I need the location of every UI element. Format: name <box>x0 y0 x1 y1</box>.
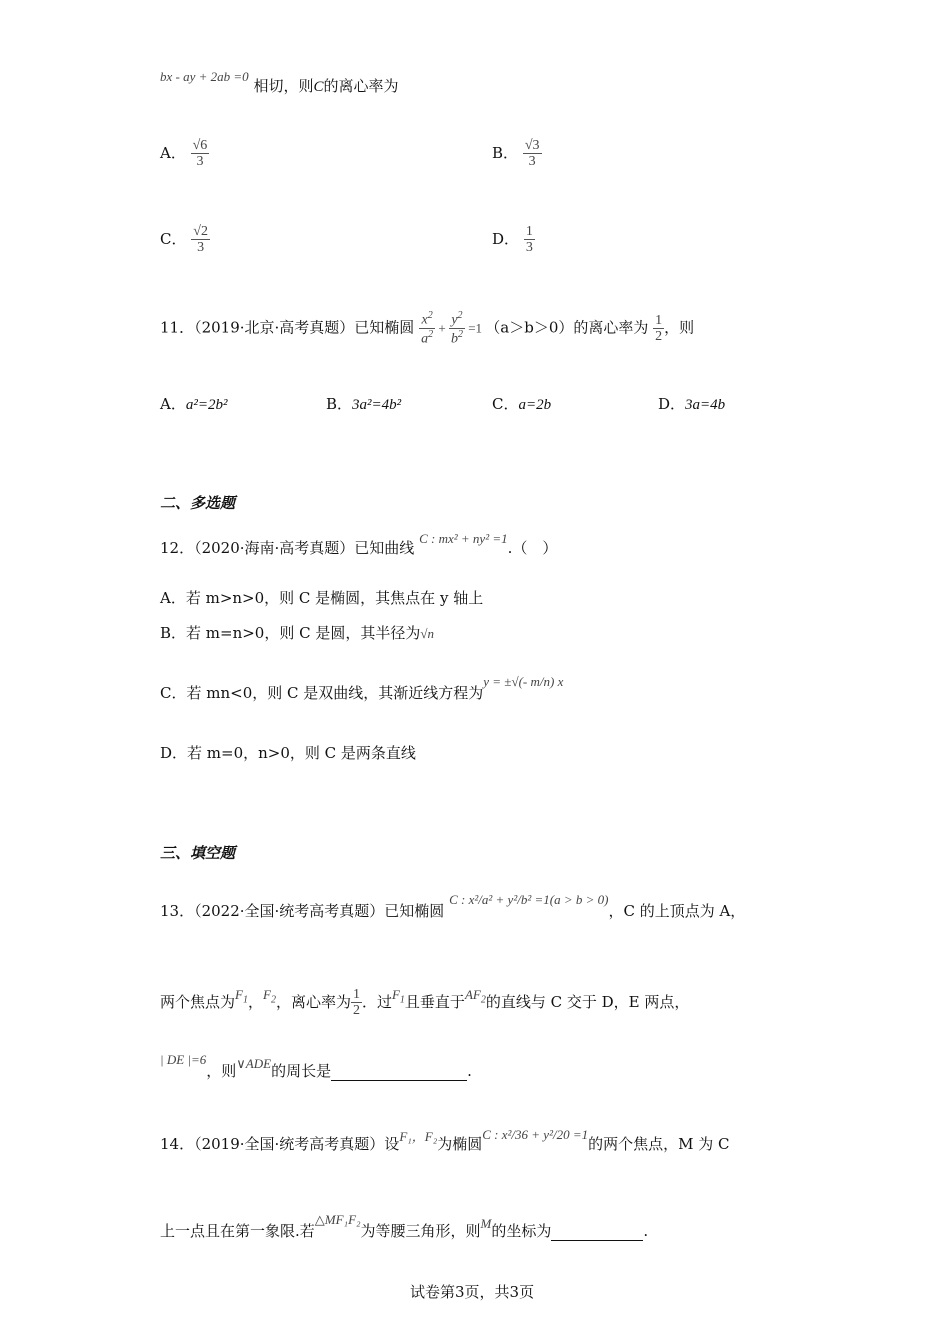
q10-option-b: B． $\frac{√3}{3}$ <box>492 138 540 170</box>
q10-option-a: A． $\frac{√6}{3}$ <box>160 138 208 170</box>
q11-y2-over-b2: $\frac{y^2}{b^2}$ <box>450 310 463 347</box>
q14-foci: F₁，F₂ <box>399 1129 438 1144</box>
q10-line-equation: bx - ay + 2ab =0 <box>160 69 249 84</box>
q12-option-b: B．若 m=n>0，则 C 是圆，其半径为√n <box>160 624 435 642</box>
q10-option-c: C． $\frac{√2}{3}$ <box>160 224 208 256</box>
q11-stem: 11．（2019·北京·高考真题）已知椭圆 $\frac{x^2}{a^2}$ + $\frac{y^2}{b^2}$ =1 （a＞b＞0）的离心率为 $\frac{1}{2}$ ，则 <box>160 310 695 347</box>
q14-answer-blank[interactable] <box>551 1222 643 1241</box>
q11-x2-over-a2: $\frac{x^2}{a^2}$ <box>421 310 434 347</box>
q10-option-a-fraction: $\frac{√6}{3}$ <box>192 138 208 170</box>
q13-f2: $F_2$ <box>262 986 276 1006</box>
q10-option-c-fraction: $\frac{√2}{3}$ <box>193 224 208 256</box>
q12-option-d: D．若 m=0，n>0，则 C 是两条直线 <box>160 744 416 762</box>
q13-af2: $AF_2$ <box>464 986 486 1006</box>
q10-stem-tail: bx - ay + 2ab =0 相切，则C的离心率为 <box>160 69 399 95</box>
q12-option-b-radius: √n <box>420 626 435 641</box>
q13-ellipse-equation: C : x²/a² + y²/b² =1(a > b > 0) <box>449 892 609 907</box>
q13-de-length: | DE |=6 <box>160 1052 207 1067</box>
q14-ellipse-equation: C : x²/36 + y²/20 =1 <box>482 1127 589 1142</box>
q13-line2: 两个焦点为$F_1$，$F_2$，离心率为 $\frac{1}{2}$ ．过$F_1$且垂直于$AF_2$的直线与 C 交于 D，E 两点， <box>160 986 690 1019</box>
q10-option-d: D． $\frac{1}{3}$ <box>492 224 533 256</box>
q13-triangle-ade: ∨ADE <box>236 1056 272 1071</box>
q13-answer-blank[interactable] <box>331 1062 467 1081</box>
q14-triangle: △MF₁F₂ <box>314 1212 361 1227</box>
section-multi-choice-heading: 二、多选题 <box>160 494 236 512</box>
page-footer: 试卷第3页，共3页 <box>410 1283 535 1301</box>
q12-option-c-asymptote: y = ±√(- m/n) x <box>483 674 564 689</box>
q13-stem: 13．（2022·全国·统考高考真题）已知椭圆 C : x²/a² + y²/b² =1(a > b > 0)，C 的上顶点为 A， <box>160 892 746 920</box>
q14-line2: 上一点且在第一象限.若△MF₁F₂为等腰三角形，则M的坐标为 . <box>160 1212 649 1240</box>
q12-curve-equation: C : mx² + ny² =1 <box>419 531 508 546</box>
q10-option-d-fraction: $\frac{1}{3}$ <box>525 224 533 256</box>
q12-option-a: A．若 m>n>0，则 C 是椭圆，其焦点在 y 轴上 <box>160 589 484 607</box>
section-fill-blank-heading: 三、填空题 <box>160 844 236 862</box>
q13-f1: $F_1$ <box>235 986 248 1006</box>
q13-line3: | DE |=6，则∨ADE的周长是 . <box>160 1052 472 1080</box>
q12-option-c: C．若 mn<0，则 C 是双曲线，其渐近线方程为y = ±√(- m/n) x <box>160 674 564 702</box>
q11-option-d: D．3a=4b <box>658 395 726 413</box>
q11-option-c: C．a=2b <box>492 395 552 413</box>
q13-eccentricity-fraction: $\frac{1}{2}$ <box>352 987 360 1019</box>
q11-option-b: B．3a²=4b² <box>326 395 402 413</box>
q12-stem: 12．（2020·海南·高考真题）已知曲线 C : mx² + ny² =1.（ ） <box>160 531 558 557</box>
q11-eccentricity-fraction: $\frac{1}{2}$ <box>655 312 663 345</box>
q11-option-a: A．a²=2b² <box>160 395 228 413</box>
q14-stem: 14．（2019·全国·统考高考真题）设F₁，F₂为椭圆C : x²/36 + y²/20 =1的两个焦点，M 为 C <box>160 1127 730 1153</box>
q10-option-b-fraction: $\frac{√3}{3}$ <box>524 138 540 170</box>
